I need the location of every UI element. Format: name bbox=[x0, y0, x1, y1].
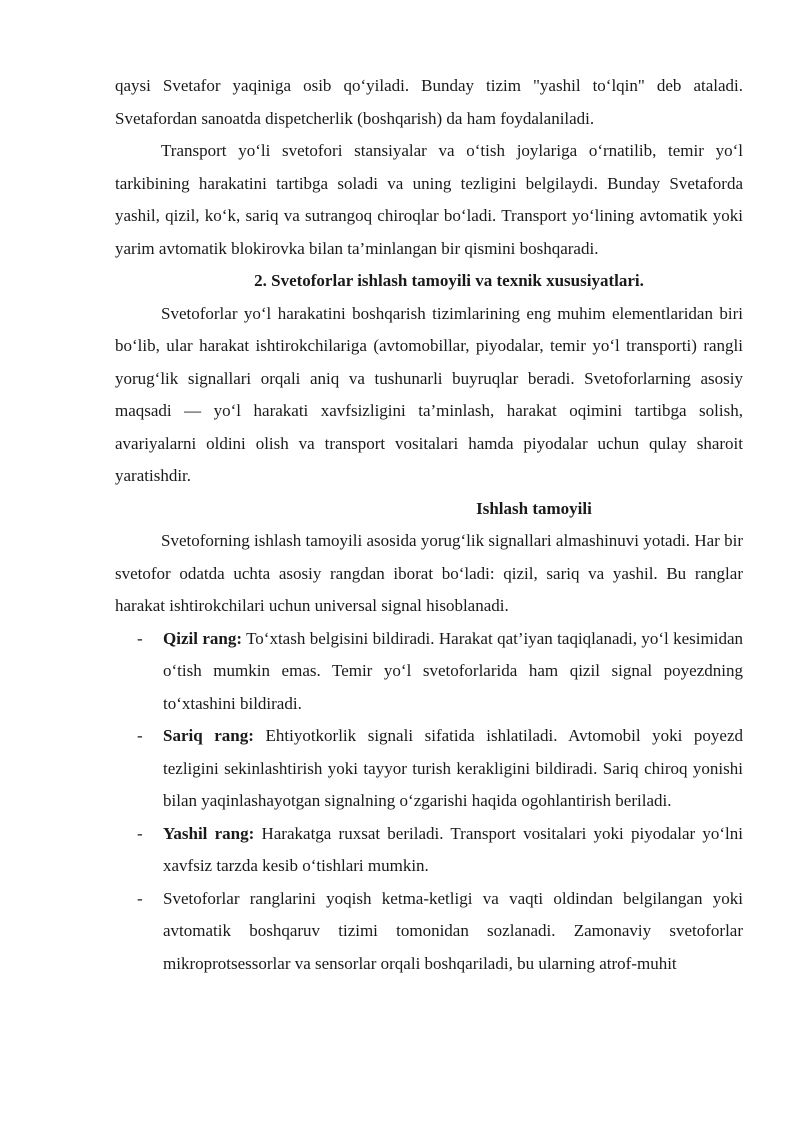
list-item-text: To‘xtash belgisini bildiradi. Harakat qat’iyan taqiqlanadi, yo‘l kesimidan o‘tish mumkin emas. Temir yo‘l svetoforlarida ham qizil signal poyezdning to‘xtashini bildiradi. bbox=[163, 628, 743, 713]
list-item-red bbox=[115, 623, 743, 721]
paragraph-svetofor-purpose: Svetoforlar yo‘l harakatini boshqarish tizimlarining eng muhim elementlaridan biri bo‘lib, ular harakat ishtirokchilariga (avtomobillar, piyodalar, temir yo‘l transporti) rangli yorug‘lik signallari orqali aniq va tushunarli buyruqlar beradi. Svetoforlarning asosiy maqsadi — yo‘l harakati xavfsizligini ta’minlash, harakat oqimini tartibga solish, avariyalarni oldini olish va transport vositalari hamda piyodalar uchun qulay sharoit yaratishdir. bbox=[115, 303, 743, 485]
list-item-label: Yashil rang: bbox=[163, 823, 255, 843]
list-item-yellow bbox=[115, 720, 743, 818]
paragraph-working-principle: Svetoforning ishlash tamoyili asosida yorug‘lik signallari almashinuvi yotadi. Har bir svetofor odatda uchta asosiy rangdan iborat bo‘ladi: qizil, sariq va yashil. Bu ranglar harakat ishtirokchilari uchun universal signal hisoblanadi. bbox=[115, 531, 743, 615]
list-dash: - bbox=[137, 888, 143, 908]
list-item-sequence bbox=[115, 883, 743, 981]
paragraph-intro: qaysi Svetafor yaqiniga osib qo‘yiladi. Bunday tizim "yashil to‘lqin" deb ataladi. Svetafordan sanoatda dispetcherlik (boshqarish) da ham foydalaniladi. bbox=[115, 76, 743, 128]
list-item-text: Ehtiyotkorlik signali sifatida ishlatiladi. Avtomobil yoki poyezd tezligini sekinlashtirish yoki tayyor turish kerakligini bildiradi. Sariq chiroq yonishi bilan yaqinlashayotgan signalning o‘zgarishi haqida ogohlantirish beriladi. bbox=[163, 726, 744, 810]
list-dash: - bbox=[137, 726, 143, 745]
list-item-green bbox=[115, 818, 743, 883]
list-item-text: Harakatga ruxsat beriladi. Transport vositalari yoki piyodalar yo‘lni xavfsiz tarzda kesib o‘tishlari mumkin. bbox=[163, 823, 743, 875]
list-item-text: Svetoforlar ranglarini yoqish ketma-ketligi va vaqti oldindan belgilangan yoki avtomatik boshqaruv tizimi tomonidan sozlanadi. Zamonaviy svetoforlar mikroprotsessorlar va sensorlar orqali boshqariladi, bu ularning atrof-muhit bbox=[163, 888, 743, 973]
list-dash: - bbox=[137, 628, 143, 648]
list-item-label: Sariq rang: bbox=[163, 726, 254, 745]
subsection-heading: Ishlash tamoyili bbox=[476, 498, 592, 518]
paragraph-transport-signal: Transport yo‘li svetofori stansiyalar va o‘tish joylariga o‘rnatilib, temir yo‘l tarkibining harakatini tartibga soladi va uning tezligini belgilaydi. Bunday Svetaforda yashil, qizil, ko‘k, sariq va sutrangoq chiroqlar bo‘ladi. Transport yo‘lining avtomatik yoki yarim avtomatik blokirovka bilan ta’minlangan bir qismini boshqaradi. bbox=[115, 141, 743, 258]
list-dash: - bbox=[137, 823, 143, 843]
section-heading: 2. Svetoforlar ishlash tamoyili va texnik xususiyatlari. bbox=[254, 271, 644, 290]
list-item-label: Qizil rang: bbox=[163, 628, 242, 648]
